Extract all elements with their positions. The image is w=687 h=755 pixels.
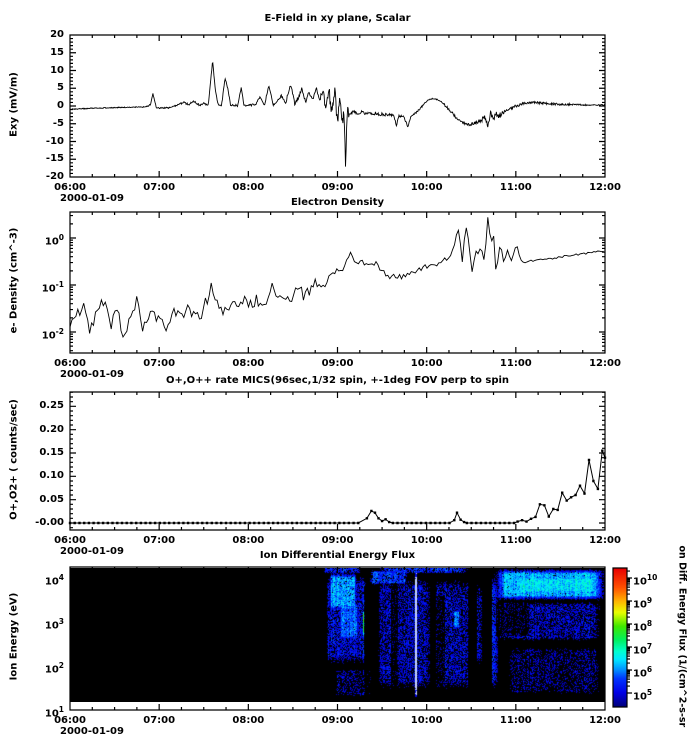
- p3-y-tick-label: 0.05: [39, 493, 64, 505]
- p1-y-tick-label: -20: [45, 171, 64, 182]
- p1-y-tick-label: 10: [50, 64, 64, 76]
- x-tick-label: 07:00: [143, 358, 176, 369]
- colorbar-tick-label: $10^{10}$: [633, 573, 658, 588]
- x-tick-label: 12:00: [589, 535, 621, 546]
- p3-y-tick-label: -0.00: [35, 517, 64, 528]
- x-tick-label: 10:00: [410, 182, 443, 193]
- x-tick-label: 07:00: [143, 715, 176, 726]
- colorbar-tick-label: $10^8$: [633, 619, 653, 634]
- panel2-y-axis-label: e- Density (cm^-3): [8, 227, 20, 334]
- p2-y-tick-label: $10^{-2}$: [41, 327, 64, 342]
- p3-y-tick-label: 0.10: [39, 470, 64, 482]
- x-tick-label: 11:00: [499, 358, 532, 369]
- panel4-y-axis-label: Ion Energy (eV): [8, 592, 20, 681]
- colorbar-tick-label: $10^7$: [633, 642, 653, 657]
- x-tick-label: 10:00: [410, 358, 443, 369]
- x-tick-label: 09:00: [321, 358, 354, 369]
- colorbar-tick-label: $10^5$: [633, 688, 653, 703]
- date-label: 2000-01-09: [60, 193, 124, 204]
- x-tick-label: 11:00: [499, 182, 532, 193]
- x-tick-label: 07:00: [143, 535, 176, 546]
- x-tick-label: 09:00: [321, 715, 354, 726]
- p4-y-tick-label: $10^1$: [44, 705, 64, 720]
- x-tick-label: 06:00: [54, 715, 86, 726]
- x-tick-label: 08:00: [232, 182, 265, 193]
- panel3-title: O+,O++ rate MICS(96sec,1/32 spin, +-1deg FOV perp to spin: [165, 375, 510, 386]
- x-tick-label: 10:00: [410, 715, 443, 726]
- x-tick-label: 11:00: [499, 535, 532, 546]
- p1-y-tick-label: 20: [50, 29, 64, 40]
- p3-y-tick-label: 0.15: [39, 446, 64, 458]
- x-tick-label: 07:00: [143, 182, 176, 193]
- p4-y-tick-label: $10^3$: [44, 617, 64, 632]
- x-tick-label: 06:00: [54, 358, 86, 369]
- panel2-title: Electron Density: [290, 197, 385, 208]
- p1-y-tick-label: -5: [52, 117, 64, 129]
- x-tick-label: 12:00: [589, 715, 621, 726]
- date-label: 2000-01-09: [60, 726, 124, 737]
- panel1-y-axis-label: Exy (mV/m): [8, 72, 20, 137]
- p1-y-tick-label: -15: [45, 153, 64, 165]
- p1-y-tick-label: -10: [45, 135, 64, 147]
- x-tick-label: 11:00: [499, 715, 532, 726]
- panel1-title: E-Field in xy plane, Scalar: [264, 13, 411, 24]
- p3-y-tick-label: 0.20: [39, 423, 64, 435]
- p2-y-tick-label: $10^{-1}$: [41, 280, 64, 295]
- colorbar-tick-label: $10^6$: [633, 665, 653, 680]
- date-label: 2000-01-09: [60, 546, 124, 557]
- p1-y-tick-label: 15: [50, 46, 64, 58]
- date-label: 2000-01-09: [60, 369, 124, 380]
- p1-y-tick-label: 0: [57, 100, 64, 111]
- x-tick-label: 09:00: [321, 535, 354, 546]
- colorbar-tick-label: $10^9$: [633, 596, 653, 611]
- x-tick-label: 08:00: [232, 535, 265, 546]
- p4-y-tick-label: $10^2$: [44, 661, 64, 676]
- p2-y-tick-label: $10^0$: [44, 233, 64, 248]
- panel3-y-axis-label: O+,O2+ ( counts/sec): [8, 399, 20, 520]
- x-tick-label: 12:00: [589, 358, 621, 369]
- p3-y-tick-label: 0.25: [39, 400, 64, 412]
- x-tick-label: 06:00: [54, 535, 86, 546]
- x-tick-label: 06:00: [54, 182, 86, 193]
- x-tick-label: 12:00: [589, 182, 621, 193]
- panel4-title: Ion Differential Energy Flux: [259, 550, 416, 561]
- x-tick-label: 09:00: [321, 182, 354, 193]
- p4-y-tick-label: $10^4$: [44, 573, 64, 588]
- x-tick-label: 10:00: [410, 535, 443, 546]
- x-tick-label: 08:00: [232, 358, 265, 369]
- p1-y-tick-label: 5: [57, 82, 64, 94]
- x-tick-label: 08:00: [232, 715, 265, 726]
- colorbar-axis-label: on Diff. Energy Flux (1/(cm^2-s-sr: [676, 545, 687, 728]
